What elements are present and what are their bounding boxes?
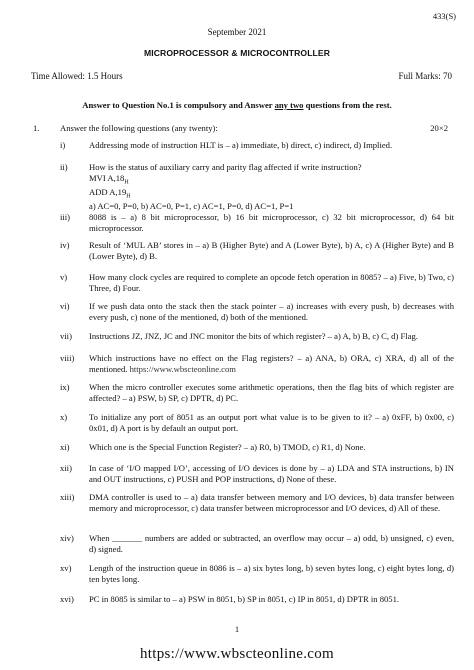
- question-text: Answer the following questions (any twenty):: [60, 123, 218, 133]
- item-code-line: ADD $A,19_H$: [89, 186, 131, 200]
- item-code-line: MVI $A,18_H$: [89, 172, 129, 186]
- item-text: Addressing mode of instruction HLT is – a) immediate, b) direct, c) indirect, d) Implied.: [89, 140, 393, 150]
- item-text: How many clock cycles are required to complete an opcode fetch operation in 8085? – a) Five, b) Two, c) Three, d) Four.: [89, 272, 454, 293]
- exam-instruction: [0, 100, 474, 111]
- item-number: x): [60, 412, 68, 422]
- item-text: To initialize any port of 8051 as an output port what value is to be given to it? – a) 0xFF, b) 0x00, c) 0x01, d) A port is by default an output port.: [89, 412, 454, 433]
- exam-date: September 2021: [207, 27, 267, 37]
- item-number: viii): [60, 353, 75, 363]
- footer-url[interactable]: https://www.wbscteonline.com: [139, 646, 335, 662]
- item-text: Result of ‘MUL AB’ stores in – a) B (Higher Byte) and A (Lower Byte), b) A, c) A (Higher Byte) and B (Lower Byte), d) B.: [89, 240, 454, 261]
- item-number: vii): [60, 331, 72, 341]
- hex-subscript: H: [124, 179, 129, 186]
- item-text: When the micro controller executes some arithmetic operations, then the flag bits of which register are affected? – a) PSW, b) SP, c) DPTR, d) PC.: [89, 382, 454, 403]
- item-number: ii): [60, 162, 68, 172]
- item-text: How is the status of auxiliary carry and parity flag affected if write instruction?: [89, 162, 362, 172]
- item-number: xi): [60, 442, 70, 452]
- item-number: i): [60, 140, 66, 150]
- item-number: xiii): [60, 492, 75, 502]
- item-text: In case of ‘I/O mapped I/O’, accessing of I/O devices is done by – a) LDA and STA instructions, b) IN and OUT instructions, c) PUSH and POP instructions, d) None of these.: [89, 463, 454, 484]
- question-number: 1.: [33, 123, 40, 133]
- item-number: iii): [60, 212, 71, 222]
- watermark-link[interactable]: https://www.wbscteonline.com: [129, 363, 236, 374]
- item-number: xii): [60, 463, 72, 473]
- paper-code: 433(S): [432, 11, 456, 21]
- item-text: Which instructions have no effect on the Flag registers? – a) ANA, b) ORA, c) XRA, d) all of the mentioned.: [89, 353, 454, 374]
- item-number: iv): [60, 240, 70, 250]
- item-number: v): [60, 272, 68, 282]
- subject-title: MICROPROCESSOR & MICROCONTROLLER: [143, 48, 331, 58]
- item-text: Which one is the Special Function Register? – a) R0, b) TMOD, c) R1, d) None.: [89, 442, 366, 452]
- instruction-before: Answer to Question No.1 is compulsory and Answer: [82, 100, 275, 110]
- item-text: When _______ numbers are added or subtracted, an overflow may occur – a) odd, b) unsigned, c) even, d) signed.: [89, 533, 454, 554]
- item-number: vi): [60, 301, 70, 311]
- item-text: If we push data onto the stack then the stack pointer – a) increases with every push, b) decreases with every push, c) none of the mentioned, d) both of the mentioned.: [89, 301, 454, 322]
- instruction-underlined: any two: [274, 100, 304, 110]
- page-number: 1: [234, 624, 240, 634]
- item-number: xvi): [60, 594, 74, 604]
- item-number: xv): [60, 563, 72, 573]
- item-number: xiv): [60, 533, 74, 543]
- item-text: Instructions JZ, JNZ, JC and JNC monitor the bits of which register? – a) A, b) B, c) C, d) Flag.: [89, 331, 418, 341]
- item-text: Length of the instruction queue in 8086 is – a) six bytes long, b) seven bytes long, c) eight bytes long, d) ten bytes long.: [89, 563, 454, 584]
- item-options: a) AC=0, P=0, b) AC=0, P=1, c) AC=1, P=0, d) AC=1, P=1: [89, 201, 294, 212]
- full-marks: Full Marks: 70: [398, 71, 452, 81]
- item-number: ix): [60, 382, 70, 392]
- instruction-after: questions from the rest.: [303, 100, 392, 110]
- time-allowed: Time Allowed: 1.5 Hours: [31, 71, 123, 81]
- item-text: DMA controller is used to – a) data transfer between memory and I/O devices, b) data transfer between memory and microprocessor, c) data transfer between microprocessor and I/O devices, d) All of these.: [89, 492, 454, 513]
- question-marks: 20×2: [430, 123, 448, 133]
- item-text: PC in 8085 is similar to – a) PSW in 8051, b) SP in 8051, c) IP in 8051, d) DPTR in 8051.: [89, 594, 400, 604]
- item-text: 8088 is – a) 8 bit microprocessor, b) 16 bit microprocessor, c) 32 bit microprocessor, d) 64 bit microprocessor.: [89, 212, 454, 233]
- hex-subscript: H: [126, 193, 131, 200]
